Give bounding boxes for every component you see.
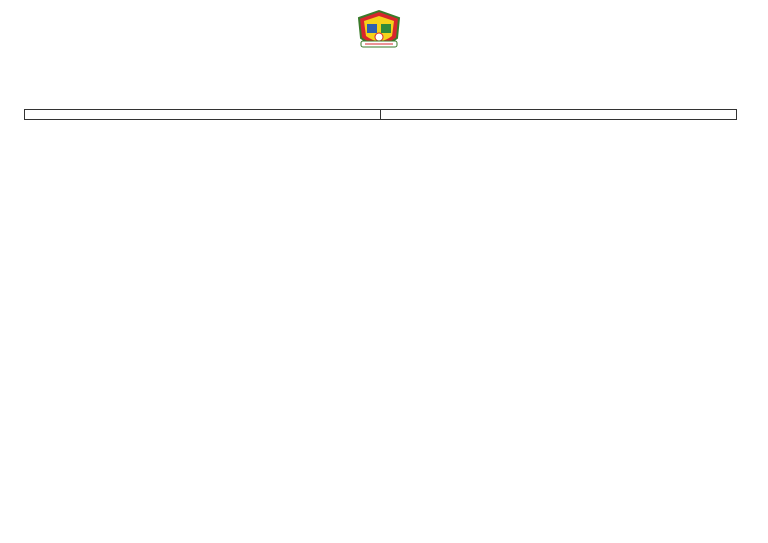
observation-schedule-table [24, 109, 737, 120]
school-crest-logo [355, 8, 403, 52]
col-header-nama [381, 110, 737, 120]
col-header-bil [25, 110, 381, 120]
